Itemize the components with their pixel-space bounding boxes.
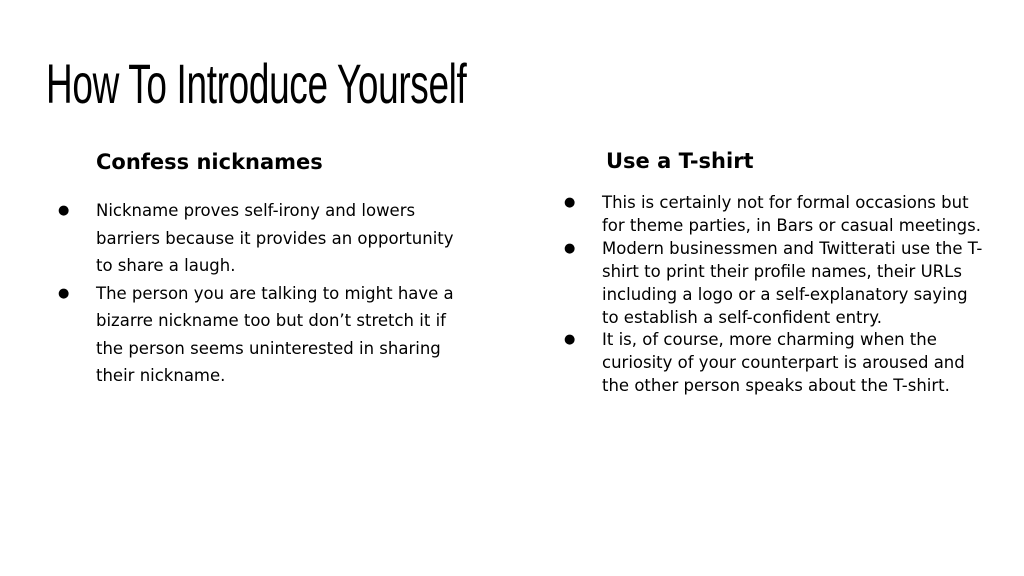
list-item (58, 280, 468, 390)
bullet-text: Nickname proves self-irony and lowers barriers because it provides an opportunity to share a laugh. (96, 201, 454, 275)
bullet-text: The person you are talking to might have a bizarre nickname too but don’t stretch it if the person seems uninterested in sharing their nickname. (96, 283, 454, 385)
left-column-heading: Confess nicknames (96, 150, 323, 174)
list-item (564, 329, 986, 398)
bullet-icon: ● (564, 332, 576, 348)
bullet-icon: ● (564, 240, 576, 256)
list-item (564, 238, 986, 330)
slide-title: How To Introduce Yourself (46, 52, 467, 115)
right-bullet-list (564, 192, 986, 398)
bullet-text: It is, of course, more charming when the curiosity of your counterpart is aroused and the other person speaks about the T-shirt. (602, 330, 965, 396)
bullet-text: Modern businessmen and Twitterati use the T-shirt to print their profile names, their URLs including a logo or a self-explanatory saying to establish a self-confident entry. (602, 238, 983, 327)
bullet-icon: ● (58, 203, 70, 218)
bullet-icon: ● (58, 285, 70, 301)
right-column-heading: Use a T-shirt (606, 149, 754, 173)
list-item (564, 192, 986, 238)
bullet-icon: ● (564, 195, 576, 210)
bullet-text: This is certainly not for formal occasions but for theme parties, in Bars or casual meetings. (602, 193, 981, 235)
left-bullet-list (58, 197, 468, 390)
list-item (58, 197, 468, 280)
